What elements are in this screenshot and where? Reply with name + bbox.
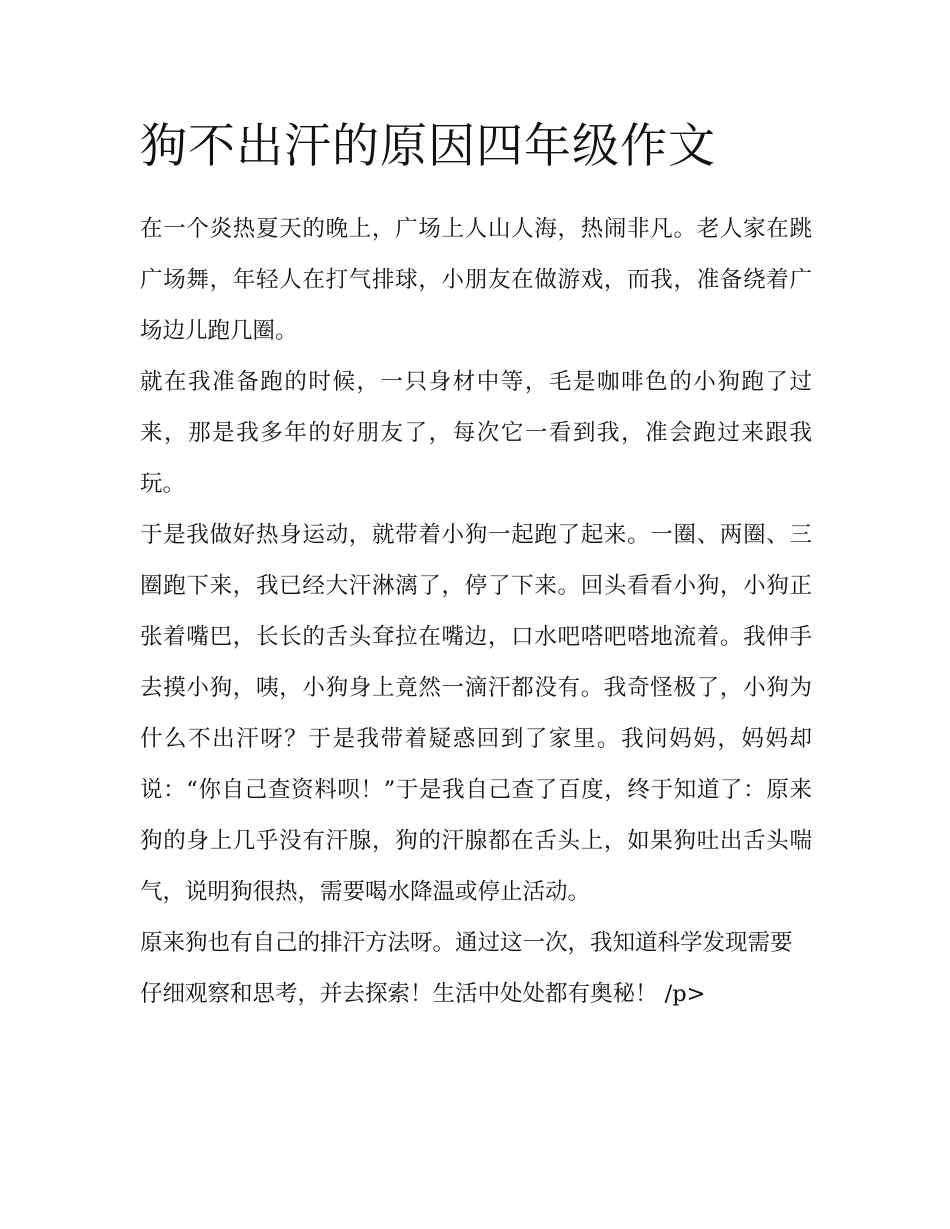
paragraph-3: 于是我做好热身运动，就带着小狗一起跑了起来。一圈、两圈、三圈跑下来，我已经大汗淋漓了，停了下来。回头看看小狗，小狗正张着嘴巴，长长的舌头耷拉在嘴边，口水吧嗒吧嗒地流着。我伸手去摸小狗，咦，小狗身上竟然一滴汗都没有。我奇怪极了，小狗为什么不出汗呀？于是我带着疑惑回到了家里。我问妈妈，妈妈却说：“你自己查资料呗！”于是我自己查了百度，终于知道了：原来狗的身上几乎没有汗腺，狗的汗腺都在舌头上，如果狗吐出舌头喘气，说明狗很热，需要喝水降温或停止活动。 bbox=[140, 522, 812, 905]
paragraph-2: 就在我准备跑的时候，一只身材中等，毛是咖啡色的小狗跑了过来，那是我多年的好朋友了，每次它一看到我，准会跑过来跟我玩。 bbox=[140, 369, 812, 497]
document-title: 狗不出汗的原因四年级作文 bbox=[140, 119, 716, 174]
paragraph-1: 在一个炎热夏天的晚上，广场上人山人海，热闹非凡。老人家在跳广场舞，年轻人在打气排球，小朋友在做游戏，而我，准备绕着广场边儿跑几圈。 bbox=[140, 216, 812, 344]
document-page bbox=[140, 112, 812, 1020]
paragraph-4: 原来狗也有自己的排汗方法呀。通过这一次，我知道科学发现需要仔细观察和思考，并去探索！生活中处处都有奥秘！ /p> bbox=[140, 930, 793, 1007]
